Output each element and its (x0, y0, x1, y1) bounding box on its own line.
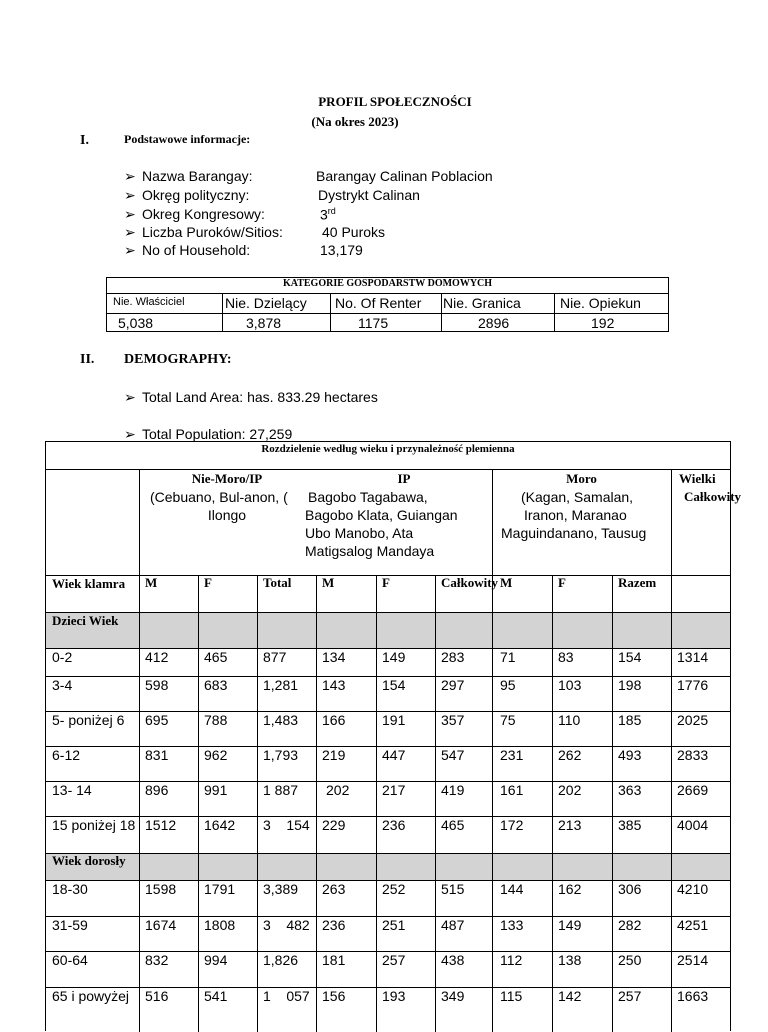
basic-info-value-text: 40 Puroks (322, 224, 386, 240)
basic-info-value-text: Barangay Calinan Poblacion (316, 168, 493, 184)
table-cell: 385 (618, 817, 642, 833)
table-cell: 2514 (677, 952, 709, 968)
table-cell: 71 (500, 649, 516, 665)
hh-header-owner: Nie. Właściciel (113, 296, 185, 308)
section-row-bg (46, 853, 730, 880)
table-cell: 493 (618, 747, 642, 763)
basic-info-item (124, 242, 250, 259)
table-cell: 138 (558, 952, 582, 968)
table-cell: 1808 (204, 917, 236, 933)
table-cell: 251 (382, 917, 406, 933)
land-area-text: Total Land Area: has. 833.29 hectares (142, 389, 378, 405)
hh-header-sharer: Nie. Dzielący (225, 295, 307, 311)
table-rule (671, 469, 672, 1032)
row-age-label: 65 i powyżej (52, 988, 130, 1004)
group-desc-ip-4: Matigsalog Mandaya (305, 543, 435, 559)
group-desc-non-moro-2: Ilongo (207, 507, 247, 523)
table-cell: 3 154 (263, 817, 310, 833)
table-cell: 962 (204, 747, 228, 763)
table-cell: 832 (145, 952, 169, 968)
table-rule (612, 575, 613, 1032)
table-rule (552, 575, 553, 1032)
table-cell: 1642 (204, 817, 236, 833)
table-cell: 193 (382, 988, 406, 1004)
table-cell: 1314 (677, 649, 709, 665)
table-cell: 465 (441, 817, 465, 833)
household-categories-table (106, 277, 669, 332)
table-cell: 306 (618, 881, 642, 897)
hh-value-caretaker: 192 (591, 315, 615, 331)
basic-info-label: Okręg polityczny: (142, 187, 250, 203)
table-cell: 144 (500, 881, 524, 897)
table-cell: 419 (441, 782, 465, 798)
basic-info-value (318, 187, 420, 203)
basic-info-item (124, 224, 283, 241)
table-cell: 149 (558, 917, 582, 933)
table-cell: 75 (500, 712, 516, 728)
col-header: F (204, 575, 212, 590)
table-cell: 438 (441, 952, 465, 968)
table-cell: 2025 (677, 712, 709, 728)
ordinal-suffix: rd (327, 206, 336, 216)
page-subtitle: (Na okres 2023) (311, 114, 399, 129)
basic-info-item (124, 168, 253, 185)
table-cell: 154 (618, 649, 642, 665)
table-cell: 112 (500, 952, 523, 968)
table-cell: 1791 (204, 881, 236, 897)
table-cell: 202 (558, 782, 582, 798)
table-rule (257, 575, 258, 1032)
table-cell: 994 (204, 952, 228, 968)
row-age-label: 3-4 (52, 677, 73, 693)
bullet-arrow-icon: ➢ (124, 206, 136, 222)
table-cell: 143 (322, 677, 346, 693)
table-cell: 166 (322, 712, 346, 728)
section-2-heading: DEMOGRAPHY: (124, 352, 232, 367)
table-cell: 181 (322, 952, 346, 968)
table-cell: 134 (322, 649, 346, 665)
section-1-heading: Podstawowe informacje: (124, 132, 251, 146)
table-cell: 103 (558, 677, 582, 693)
table-rule (46, 612, 730, 613)
table-cell: 1 057 (263, 988, 310, 1004)
basic-info-value (316, 168, 493, 184)
hh-header-renter: No. Of Renter (335, 295, 422, 311)
basic-info-value (320, 242, 363, 258)
table-cell: 877 (263, 649, 287, 665)
table-cell: 161 (500, 782, 524, 798)
basic-info-label: Liczba Puroków/Sitios: (142, 224, 283, 240)
group-header-non-moro: Nie-Moro/IP (191, 471, 263, 486)
hh-value-renter: 1175 (358, 315, 389, 331)
table-cell: 185 (618, 712, 642, 728)
bullet-arrow-icon: ➢ (124, 187, 136, 203)
basic-info-value-text: Dystrykt Calinan (318, 187, 420, 203)
row-age-label: 18-30 (52, 881, 88, 897)
table-cell: 257 (618, 988, 642, 1004)
table-cell: 1598 (145, 881, 177, 897)
table-cell: 2833 (677, 747, 709, 763)
table-cell: 219 (322, 747, 346, 763)
section-1-number: I. (80, 133, 89, 148)
group-desc-moro-2: Iranon, Maranao (524, 507, 627, 523)
table-cell: 162 (558, 881, 582, 897)
table-cell: 695 (145, 712, 169, 728)
col-header: M (322, 575, 335, 590)
table-rule (139, 469, 140, 1032)
household-table-title: KATEGORIE GOSPODARSTW DOMOWYCH (282, 278, 493, 289)
table-cell: 991 (204, 782, 228, 798)
table-cell: 487 (441, 917, 465, 933)
col-header: F (382, 575, 390, 590)
table-rule (316, 575, 317, 1032)
table-cell: 115 (500, 988, 523, 1004)
bullet-arrow-icon: ➢ (124, 224, 136, 240)
group-desc-non-moro-1: (Cebuano, Bul-anon, ( (150, 489, 288, 505)
table-cell: 4210 (677, 881, 709, 897)
group-header-grand-2: Całkowity (684, 489, 742, 504)
col-header: M (145, 575, 158, 590)
table-cell: 1,826 (263, 952, 299, 968)
col-header-age-bracket: Wiek klamra (52, 576, 126, 591)
hh-value-sharer: 3,878 (246, 315, 282, 331)
hh-header-caretaker: Nie. Opiekun (560, 295, 641, 311)
table-cell: 213 (558, 817, 582, 833)
basic-info-label: Okreg Kongresowy: (142, 206, 265, 222)
table-rule (46, 469, 730, 470)
table-rule (46, 853, 730, 854)
table-cell: 1,793 (263, 747, 299, 763)
table-cell: 447 (382, 747, 406, 763)
table-cell: 357 (441, 712, 465, 728)
table-cell: 236 (322, 917, 346, 933)
col-header: Całkowity (441, 575, 499, 590)
basic-info-value (322, 224, 385, 240)
population-text: Total Population: 27,259 (142, 426, 293, 442)
basic-info-item (124, 206, 265, 223)
table-cell: 156 (322, 988, 346, 1004)
basic-info-value-text: 3 (320, 206, 328, 223)
row-age-label: 0-2 (52, 649, 73, 665)
table-cell: 1,483 (263, 712, 299, 728)
group-desc-moro-3: Maguindanano, Tausug (501, 525, 647, 541)
table-cell: 1512 (145, 817, 177, 833)
table-rule (198, 575, 199, 1032)
table-cell: 198 (618, 677, 642, 693)
age-tribal-distribution-table (45, 441, 742, 1031)
table-cell: 4004 (677, 817, 709, 833)
row-age-label: 31-59 (52, 917, 88, 933)
table-cell: 598 (145, 677, 169, 693)
table-cell: 831 (145, 747, 169, 763)
table-cell: 250 (618, 952, 642, 968)
bullet-arrow-icon: ➢ (124, 168, 136, 184)
section-label-adult: Wiek dorosły (52, 853, 126, 868)
hh-value-owner: 5,038 (118, 315, 154, 331)
table-cell: 257 (382, 952, 406, 968)
table-cell: 349 (441, 988, 465, 1004)
table-cell: 142 (558, 988, 582, 1004)
section-row-bg (46, 612, 730, 648)
table-cell: 3,389 (263, 881, 299, 897)
table-cell: 1674 (145, 917, 177, 933)
table-cell: 515 (441, 881, 465, 897)
group-desc-ip-3: Ubo Manobo, Ata (305, 525, 414, 541)
table-cell: 154 (382, 677, 406, 693)
table-cell: 83 (558, 649, 574, 665)
table-cell: 4251 (677, 917, 709, 933)
col-header: Razem (618, 575, 657, 590)
table-cell: 95 (500, 677, 516, 693)
table-cell: 172 (500, 817, 524, 833)
section-label-children: Dzieci Wiek (52, 613, 119, 628)
row-age-label: 60-64 (52, 952, 88, 968)
table-cell: 363 (618, 782, 642, 798)
table-cell: 283 (441, 649, 465, 665)
table-cell: 191 (382, 712, 406, 728)
col-header: M (500, 575, 513, 590)
bullet-arrow-icon: ➢ (124, 389, 136, 405)
table-cell: 231 (500, 747, 524, 763)
table-cell: 1 887 (263, 782, 299, 798)
group-header-ip: IP (397, 471, 411, 486)
group-desc-ip-1: Bagobo Tagabawa, (308, 489, 428, 505)
table-cell: 1,281 (263, 677, 299, 693)
basic-info-label: No of Household: (142, 242, 251, 258)
land-area-item (124, 389, 378, 406)
table-cell: 896 (145, 782, 169, 798)
basic-info-value (320, 206, 336, 223)
table-cell: 236 (382, 817, 406, 833)
table-cell: 1663 (677, 988, 709, 1004)
table-cell: 263 (322, 881, 346, 897)
table-cell: 217 (382, 782, 406, 798)
table-rule (376, 575, 377, 1032)
table-cell: 133 (500, 917, 524, 933)
table-cell: 252 (382, 881, 406, 897)
table-cell: 202 (326, 782, 350, 798)
table-cell: 516 (145, 988, 169, 1004)
col-header: Total (263, 575, 292, 590)
table-cell: 229 (322, 817, 346, 833)
table-rule (492, 469, 493, 1032)
basic-info-item (124, 187, 249, 204)
table-cell: 3 482 (263, 917, 310, 933)
table-cell: 282 (618, 917, 642, 933)
group-header-moro: Moro (566, 471, 597, 486)
row-age-label: 13- 14 (52, 782, 92, 798)
table-cell: 465 (204, 649, 228, 665)
table-cell: 262 (558, 747, 582, 763)
table-cell: 110 (558, 712, 581, 728)
bullet-arrow-icon: ➢ (124, 242, 136, 258)
page-title: PROFIL SPOŁECZNOŚCI (318, 94, 472, 109)
row-age-label: 6-12 (52, 747, 81, 763)
table-cell: 149 (382, 649, 406, 665)
table-cell: 547 (441, 747, 465, 763)
table-cell: 1776 (677, 677, 709, 693)
basic-info-label: Nazwa Barangay: (142, 168, 253, 184)
table-cell: 297 (441, 677, 465, 693)
col-header: F (558, 575, 566, 590)
row-age-label: 5- poniżej 6 (52, 712, 125, 728)
table-cell: 683 (204, 677, 228, 693)
hh-value-border: 2896 (478, 315, 510, 331)
section-2-number: II. (80, 352, 95, 367)
group-desc-moro-1: (Kagan, Samalan, (521, 489, 634, 505)
bullet-arrow-icon: ➢ (124, 426, 136, 442)
hh-header-border: Nie. Granica (443, 295, 521, 311)
table-cell: 412 (145, 649, 169, 665)
basic-info-value-text: 13,179 (320, 242, 363, 258)
main-table-title: Rozdzielenie według wieku i przynależność plemienna (261, 443, 515, 455)
table-rule (435, 575, 436, 1032)
table-cell: 541 (204, 988, 228, 1004)
table-cell: 788 (204, 712, 228, 728)
group-desc-ip-2: Bagobo Klata, Guiangan (305, 507, 458, 523)
row-age-label: 15 poniżej 18 (52, 817, 136, 833)
group-header-grand: Wielki (679, 471, 716, 486)
table-cell: 2669 (677, 782, 709, 798)
